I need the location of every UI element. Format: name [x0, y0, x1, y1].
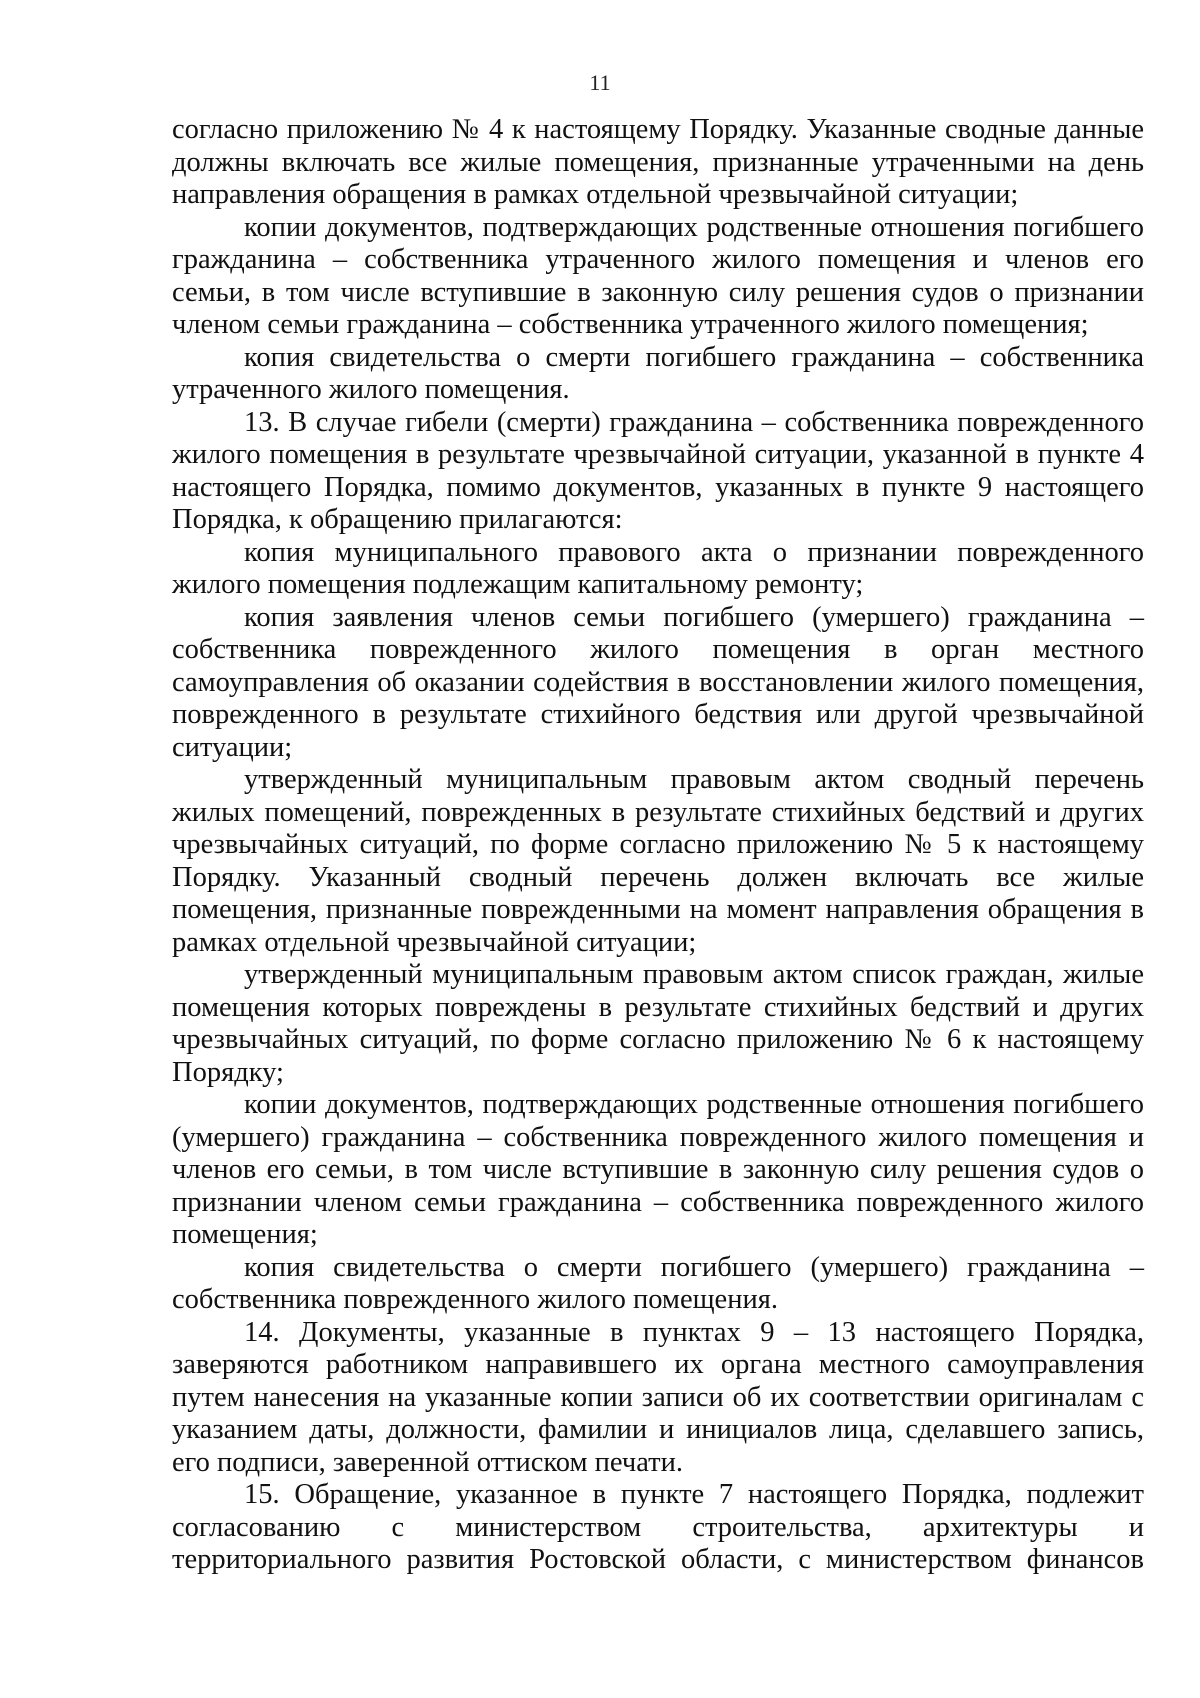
- paragraph-item-13: 13. В случае гибели (смерти) гражданина – собственника поврежденного жилого помещения в результате чрезвычайной ситуации, указанной в пункте 4 настоящего Порядка, помимо документов, указанных в пункте 9 настоящего Порядка, к обращению прилагаются:: [172, 406, 1144, 535]
- paragraph: копии документов, подтверждающих родственные отношения погибшего гражданина – собственника утраченного жилого помещения и членов его семьи, в том числе вступившие в законную силу решения судов о признании членом семьи гражданина – собственника утраченного жилого помещения;: [172, 211, 1144, 340]
- paragraph: копия свидетельства о смерти погибшего (умершего) гражданина – собственника поврежденного жилого помещения.: [172, 1251, 1144, 1315]
- document-body: [172, 114, 1144, 1577]
- paragraph: копии документов, подтверждающих родственные отношения погибшего (умершего) гражданина – собственника поврежденного жилого помещения и членов его семьи, в том числе вступившие в законную силу решения судов о признании членом семьи гражданина – собственника поврежденного жилого помещения;: [172, 1089, 1144, 1250]
- paragraph: утвержденный муниципальным правовым актом сводный перечень жилых помещений, поврежденных в результате стихийных бедствий и других чрезвычайных ситуаций, по форме согласно приложению № 5 к настоящему Порядку. Указанный сводный перечень должен включать все жилые помещения, признанные поврежденными на момент направления обращения в рамках отдельной чрезвычайной ситуации;: [172, 764, 1144, 958]
- paragraph-item-14: 14. Документы, указанные в пунктах 9 – 13 настоящего Порядка, заверяются работником направившего их органа местного самоуправления путем нанесения на указанные копии записи об их соответствии оригиналам с указанием даты, должности, фамилии и инициалов лица, сделавшего запись, его подписи, заверенной оттиском печати.: [172, 1316, 1144, 1478]
- page-number: 11: [589, 70, 611, 95]
- paragraph: утвержденный муниципальным правовым актом список граждан, жилые помещения которых повреждены в результате стихийных бедствий и других чрезвычайных ситуаций, по форме согласно приложению № 6 к настоящему Порядку;: [172, 959, 1144, 1088]
- paragraph-continuation: согласно приложению № 4 к настоящему Порядку. Указанные сводные данные должны включать все жилые помещения, признанные утраченными на день направления обращения в рамках отдельной чрезвычайной ситуации;: [172, 114, 1144, 210]
- paragraph-item-15: 15. Обращение, указанное в пункте 7 настоящего Порядка, подлежит согласованию с министерством строительства, архитектуры и территориального развития Ростовской области, с министерством финансов: [172, 1479, 1144, 1575]
- paragraph: копия свидетельства о смерти погибшего гражданина – собственника утраченного жилого помещения.: [172, 341, 1144, 405]
- paragraph: копия муниципального правового акта о признании поврежденного жилого помещения подлежащим капитальному ремонту;: [172, 536, 1144, 600]
- paragraph: копия заявления членов семьи погибшего (умершего) гражданина – собственника поврежденного жилого помещения в орган местного самоуправления об оказании содействия в восстановлении жилого помещения, поврежденного в результате стихийного бедствия или другой чрезвычайной ситуации;: [172, 601, 1144, 763]
